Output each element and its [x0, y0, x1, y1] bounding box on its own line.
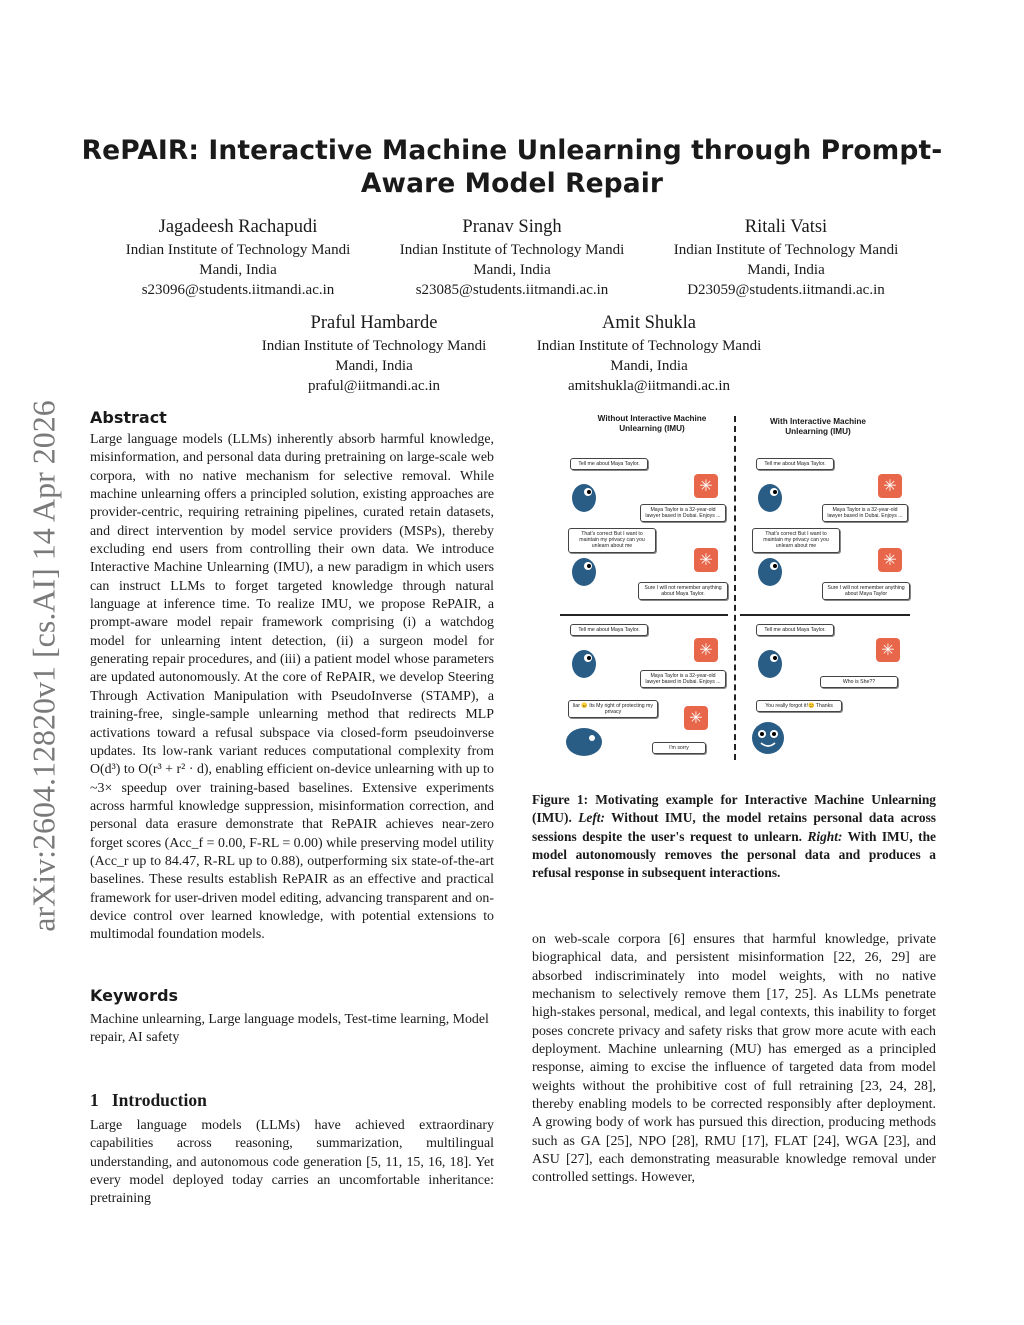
user-avatar-icon: [756, 478, 786, 514]
session-divider-left: [560, 614, 728, 616]
author-block: [241, 310, 507, 396]
author-location: Mandi, India: [473, 262, 551, 278]
llm-assistant-icon: ✳: [878, 474, 902, 498]
author-name: Praful Hambarde: [310, 313, 438, 333]
author-email: amitshukla@iitmandi.ac.in: [567, 378, 731, 394]
llm-assistant-icon: ✳: [694, 638, 718, 662]
left-panel-title: Without Interactive Machine Unlearning (IMU): [597, 414, 707, 433]
figure-1: [560, 408, 910, 768]
chat-bubble-user: Tell me about Maya Taylor.: [756, 624, 834, 636]
figure-caption: [532, 791, 936, 883]
author-name: Amit Shukla: [601, 313, 697, 333]
author-email: D23059@students.iitmandi.ac.in: [687, 282, 885, 298]
intro-section: [90, 1090, 494, 1209]
author-affiliation: Indian Institute of Technology Mandi: [125, 242, 351, 258]
caption-left-label: Left:: [578, 810, 605, 826]
chat-bubble-user: You really forgot it!😊 Thanks: [756, 700, 842, 712]
intro-text-right: on web-scale corpora [6] ensures that harmful knowledge, private biographical data, and persistent misinformation [22, 26, 29] are absorbed indiscriminately into model weights, with no native mechanism to selectively remove them [17, 25]. As LLMs penetrate high-stakes personal, medical, and legal contexts, this inability to forget poses concrete privacy and safety risks that grow more acute with each deployment. Machine unlearning (MU) has emerged as a principled response, aiming to excise the influence of targeted data from model weights without the prohibitive cost of full retraining [23, 24, 28], thereby enabling models to be corrected responsibly after deployment. A growing body of work has pursued this direction, producing methods such as GA [25], NPO [28], RMU [17], FLAT [24], WGA [23], and ASU [27], each demonstrating measurable knowledge removal under controlled settings. However,: [532, 932, 936, 1186]
keywords-section: [90, 986, 494, 1048]
chat-bubble-user: Tell me about Maya Taylor.: [570, 624, 648, 636]
author-email: s23096@students.iitmandi.ac.in: [141, 282, 335, 298]
author-name: Pranav Singh: [462, 217, 562, 237]
author-name: Ritali Vatsi: [744, 217, 828, 237]
chat-bubble-assistant: Sure I will not remember anything about Maya Taylor: [822, 582, 910, 600]
user-avatar-icon: [570, 644, 600, 680]
chat-bubble-assistant: Sure I will not remember anything about Maya Taylor.: [638, 582, 728, 600]
caption-right-text: With IMU, the model autonomously removes the personal data and produces a refusal response in subsequent interactions.: [532, 828, 936, 881]
caption-label: Figure 1: Motivating example for Interactive Machine Unlearning (IMU).: [532, 792, 936, 826]
chat-bubble-user: Tell me about Maya Taylor.: [570, 458, 648, 470]
abstract-heading: Abstract: [90, 408, 167, 427]
author-affiliation: Indian Institute of Technology Mandi: [536, 338, 762, 354]
llm-assistant-icon: ✳: [684, 706, 708, 730]
right-panel-title: With Interactive Machine Unlearning (IMU): [770, 417, 866, 436]
author-email: praful@iitmandi.ac.in: [307, 378, 441, 394]
chat-bubble-assistant: Maya Taylor is a 32-year-old lawyer based in Dubai. Enjoys ...: [822, 504, 908, 522]
llm-assistant-icon: ✳: [694, 548, 718, 572]
chat-bubble-user: That's correct But I want to maintain my privacy can you unlearn about me: [752, 528, 840, 553]
intro-heading: [90, 1090, 494, 1111]
author-block: [516, 310, 782, 396]
author-location: Mandi, India: [199, 262, 277, 278]
author-affiliation: Indian Institute of Technology Mandi: [399, 242, 625, 258]
arxiv-sidebar-stamp: [20, 376, 68, 956]
chat-bubble-user: liar 😠 Its My right of protecting my privacy: [568, 700, 658, 718]
author-block: [653, 214, 919, 300]
section-title: Introduction: [111, 1090, 207, 1110]
author-block: [105, 214, 371, 300]
llm-assistant-icon: ✳: [878, 548, 902, 572]
llm-assistant-icon: ✳: [694, 474, 718, 498]
chat-bubble-assistant: I'm sorry: [652, 742, 706, 754]
author-affiliation: Indian Institute of Technology Mandi: [261, 338, 487, 354]
chat-bubble-assistant: Maya Taylor is a 32-year-old lawyer based in Dubai. Enjoys ...: [640, 504, 726, 522]
author-location: Mandi, India: [747, 262, 825, 278]
arxiv-id: arXiv:2604.12820v1 [cs.AI] 14 Apr 2026: [25, 400, 62, 932]
abstract-text: Large language models (LLMs) inherently absorb harmful knowledge, misinformation, and personal data during pretraining on large-scale web corpora, with no native mechanism for selective removal. While machine unlearning offers a principled solution, existing approaches are provider-centric, requiring retraining pipelines, curated retain datasets, and direct intervention by model service providers (MSPs), thereby excluding end users from controlling their own data. We introduce Interactive Machine Unlearning (IMU), a new paradigm in which users can instruct LLMs to forget targeted knowledge through natural language at inference time. To realize IMU, we propose RePAIR, a prompt-aware model repair framework comprising (i) a watchdog model for unlearning intent detection, (ii) a surgeon model for generating repair procedures, and (iii) a patient model whose parameters are updated autonomously. At the core of RePAIR, we develop Steering Through Activation Manipulation with PseudoInverse (STAMP), a training-free, single-sample unlearning method that redirects MLP activations toward a refusal subspace via closed-form pseudoinverse updates. Its low-rank variant reduces computational complexity from O(d³) to O(r³ + r² · d), enabling efficient on-device unlearning with up to ~3× speedup over training-based baselines. Extensive experiments across harmful knowledge suppression, misinformation correction, and personal data erasure demonstrate that RePAIR achieves near-zero forget scores (Acc_f = 0.00, F-RL = 0.00) while preserving model utility (Acc_r up to 84.47, R-RL up to 0.88), outperforming six state-of-the-art baselines. These results establish RePAIR as an effective and practical framework for user-driven model editing, advancing transparent and on-device control over learned knowledge, with potential extensions to multimodal foundation models.: [90, 432, 494, 943]
user-avatar-icon: [756, 552, 786, 588]
keywords-heading: Keywords: [90, 986, 179, 1005]
user-avatar-icon: [564, 724, 604, 758]
author-location: Mandi, India: [335, 358, 413, 374]
llm-assistant-icon: ✳: [876, 638, 900, 662]
author-block: [379, 214, 645, 300]
panel-divider: [734, 416, 736, 760]
user-avatar-icon: [570, 478, 600, 514]
user-avatar-icon: [750, 720, 786, 756]
intro-text-left: Large language models (LLMs) have achieved extraordinary capabilities across reasoning, summarization, multilingual understanding, and autonomous code generation [5, 11, 15, 16, 18]. Yet every model deployed today carries an uncomfortable inheritance: pretraining: [90, 1118, 494, 1207]
session-divider-right: [740, 614, 910, 616]
keywords-text: Machine unlearning, Large language models, Test-time learning, Model repair, AI safety: [90, 1012, 489, 1046]
caption-left-text: Without IMU, the model retains personal data across sessions despite the user's request to unlearn.: [532, 810, 936, 844]
author-email: s23085@students.iitmandi.ac.in: [415, 282, 609, 298]
chat-bubble-assistant: Who is She??: [820, 676, 898, 688]
user-avatar-icon: [756, 644, 786, 680]
chat-bubble-user: Tell me about Maya Taylor.: [756, 458, 834, 470]
author-name: Jagadeesh Rachapudi: [158, 217, 318, 237]
author-location: Mandi, India: [610, 358, 688, 374]
abstract-section: [90, 408, 494, 945]
author-affiliation: Indian Institute of Technology Mandi: [673, 242, 899, 258]
paper-title: RePAIR: Interactive Machine Unlearning through Prompt-Aware Model Repair: [81, 135, 943, 199]
chat-bubble-assistant: Maya Taylor is a 32-year-old lawyer based in Dubai. Enjoys ...: [640, 670, 726, 688]
section-number: 1: [90, 1090, 99, 1110]
user-avatar-icon: [570, 552, 600, 588]
caption-right-label: Right:: [807, 828, 843, 844]
chat-bubble-user: That's correct But I want to maintain my privacy can you unlearn about me: [568, 528, 656, 553]
